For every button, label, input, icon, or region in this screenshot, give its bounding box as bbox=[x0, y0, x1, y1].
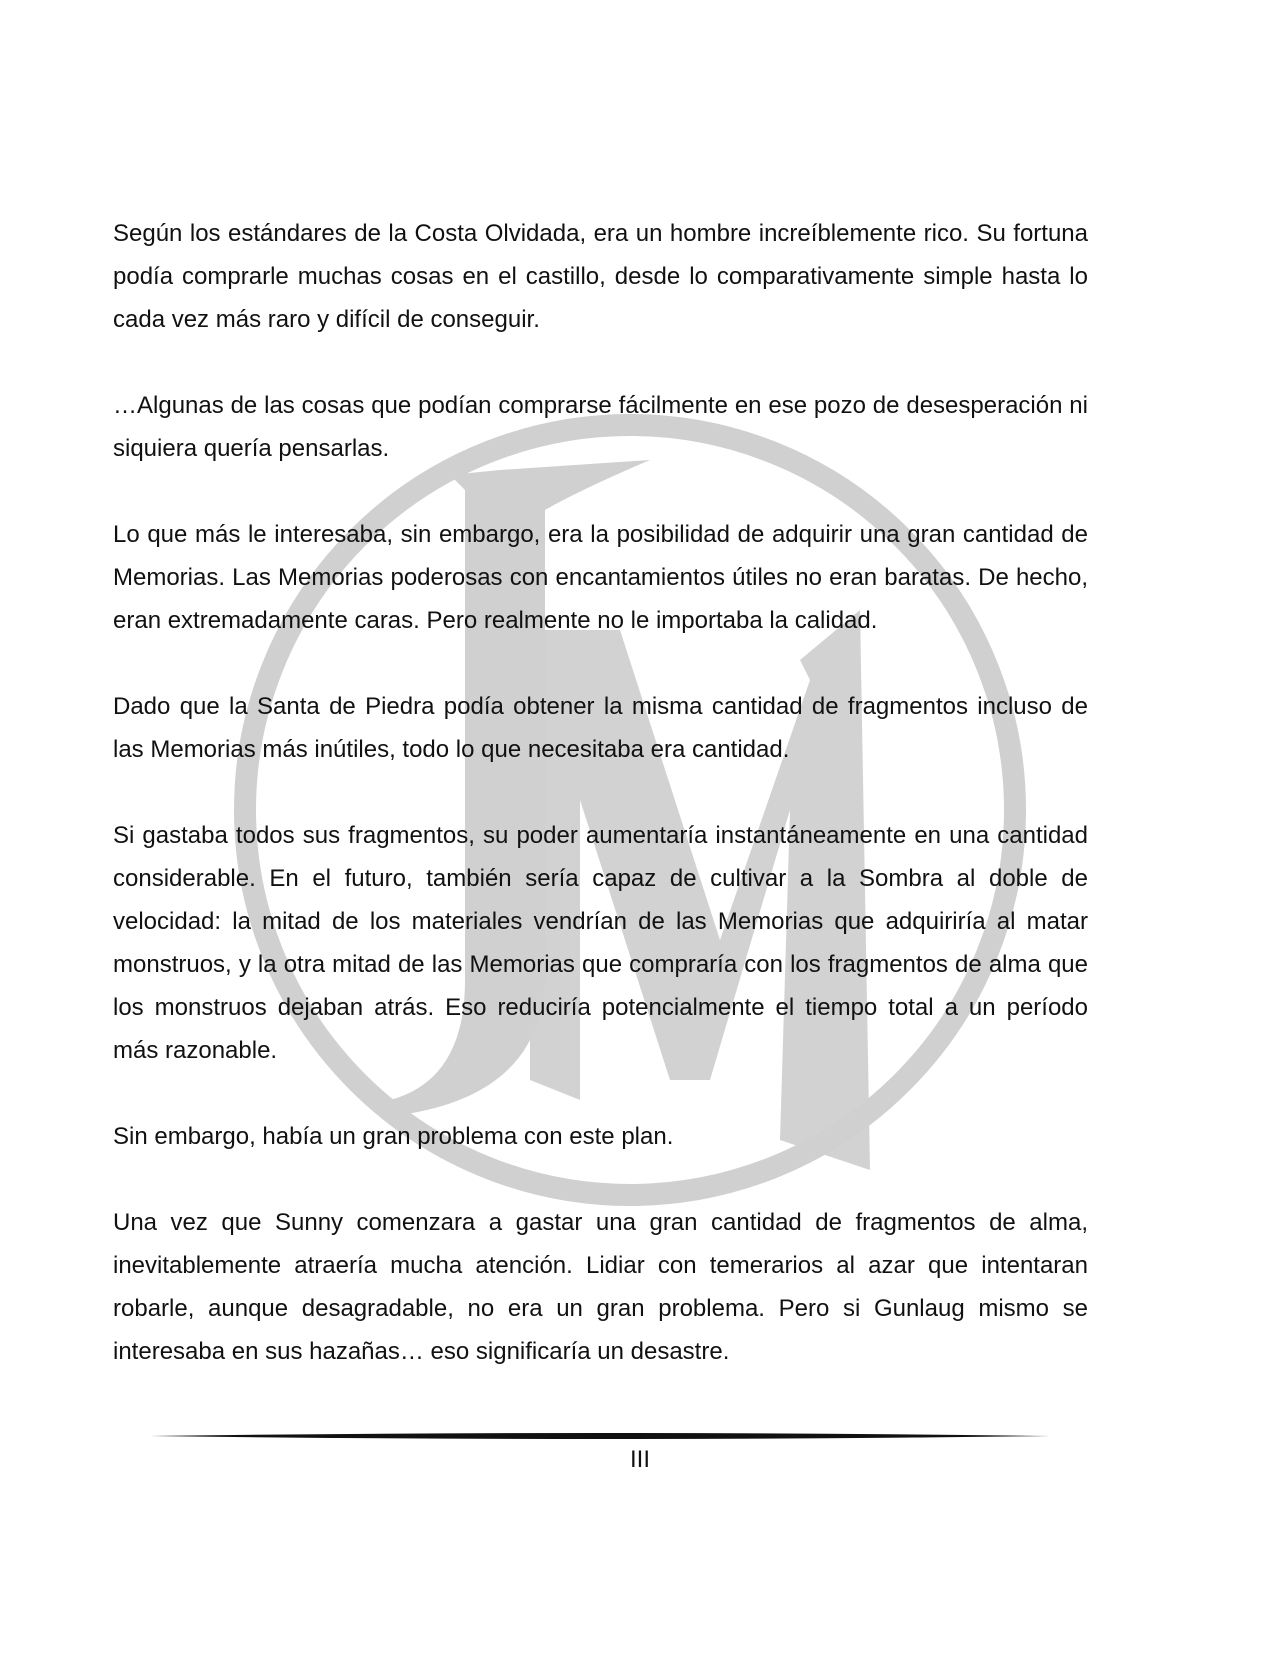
paragraph-4: Dado que la Santa de Piedra podía obtener la misma cantidad de fragmentos incluso de las Memorias más inútiles, todo lo que necesitaba era cantidad. bbox=[113, 693, 1088, 763]
body-text bbox=[113, 212, 1088, 1416]
paragraph-7: Una vez que Sunny comenzara a gastar una gran cantidad de fragmentos de alma, inevitablemente atraería mucha atención. Lidiar con temerarios al azar que intentaran robarle, aunque desagradable, no era un gran problema. Pero si Gunlaug mismo se interesaba en sus hazañas… eso significaría un desastre. bbox=[113, 1209, 1088, 1365]
page-number: III bbox=[629, 1446, 650, 1473]
paragraph-2: …Algunas de las cosas que podían comprarse fácilmente en ese pozo de desesperación ni siquiera quería pensarlas. bbox=[113, 392, 1088, 462]
paragraph-5: Si gastaba todos sus fragmentos, su poder aumentaría instantáneamente en una cantidad considerable. En el futuro, también sería capaz de cultivar a la Sombra al doble de velocidad: la mitad de los materiales vendrían de las Memorias que adquiriría al matar monstruos, y la otra mitad de las Memorias que compraría con los fragmentos de alma que los monstruos dejaban atrás. Eso reduciría potencialmente el tiempo total a un período más razonable. bbox=[113, 822, 1088, 1064]
watermark-monogram-text: JM bbox=[200, 367, 222, 384]
footer-divider bbox=[150, 1430, 1050, 1442]
paragraph-6: Sin embargo, había un gran problema con este plan. bbox=[113, 1123, 674, 1150]
paragraph-1: Según los estándares de la Costa Olvidada, era un hombre increíblemente rico. Su fortuna podía comprarle muchas cosas en el castillo, desde lo comparativamente simple hasta lo cada vez más raro y difícil de conseguir. bbox=[113, 220, 1088, 333]
paragraph-3: Lo que más le interesaba, sin embargo, era la posibilidad de adquirir una gran cantidad de Memorias. Las Memorias poderosas con encantamientos útiles no eran baratas. De hecho, eran extremadamente caras. Pero realmente no le importaba la calidad. bbox=[113, 521, 1088, 634]
